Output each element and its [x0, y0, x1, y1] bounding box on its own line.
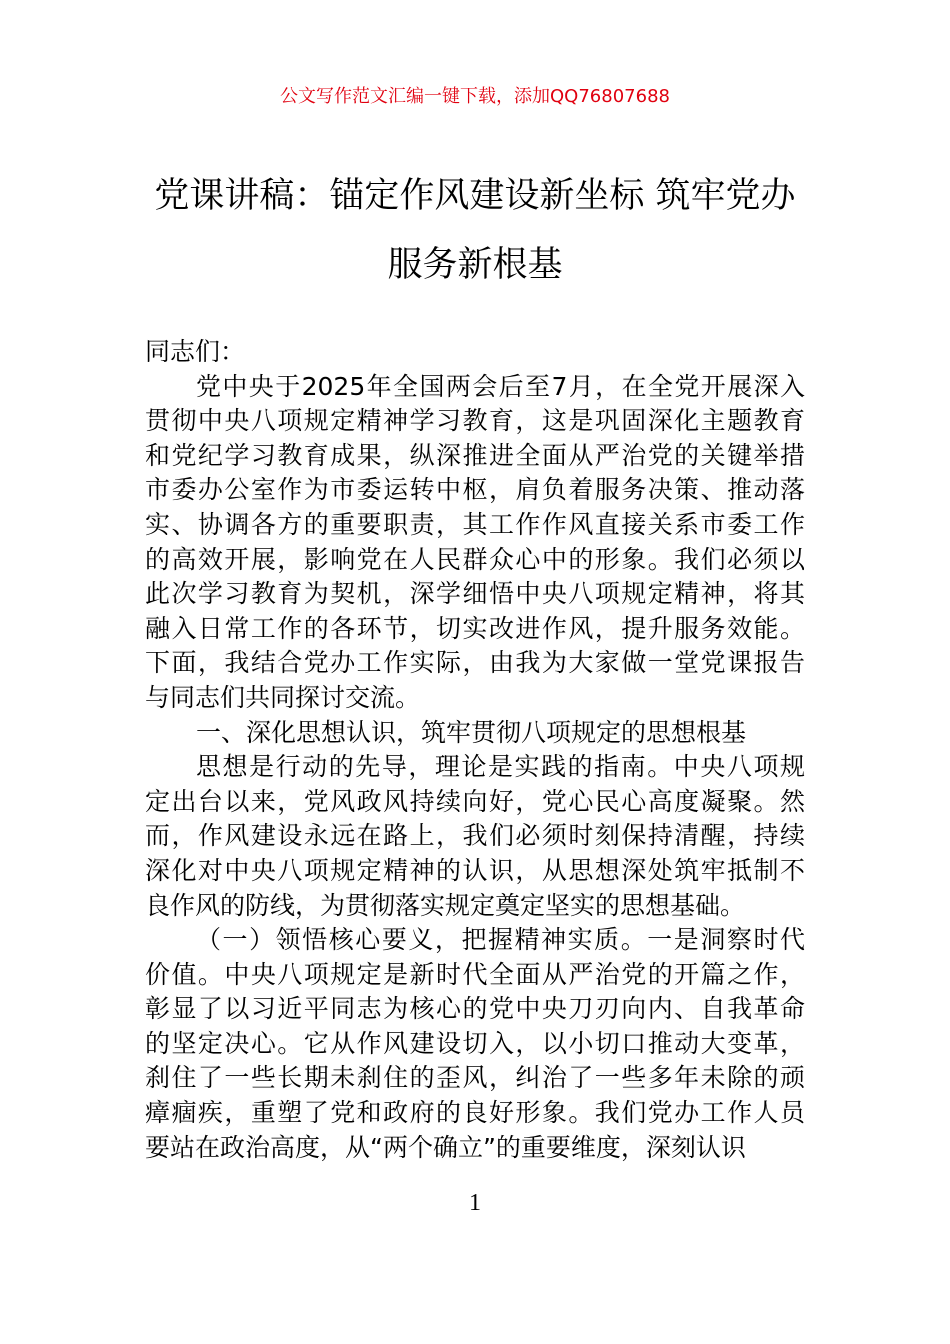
text-line: （一）领悟核心要义，把握精神实质。一是洞察时代 — [196, 925, 805, 955]
text-line: 和党纪学习教育成果，纵深推进全面从严治党的关键举措 — [145, 440, 805, 470]
paragraph — [145, 716, 805, 751]
text-line: 融入日常工作的各环节，切实改进作风，提升服务效能。 — [145, 613, 805, 643]
document-title-line-2: 服务新根基 — [387, 245, 563, 285]
text-line: 同志们： — [145, 337, 246, 366]
text-line: 定出台以来，党风政风持续向好，党心民心高度凝聚。然 — [145, 786, 805, 816]
text-line: 与同志们共同探讨交流。 — [145, 682, 421, 712]
download-promo-note: 公文写作范文汇编一键下载，添加QQ76807688 — [280, 86, 670, 107]
text-line: 彰显了以习近平同志为核心的党中央刀刃向内、自我革命 — [145, 994, 805, 1024]
text-line: 价值。中央八项规定是新时代全面从严治党的开篇之作， — [145, 959, 805, 989]
text-line: 要站在政治高度，从“两个确立”的重要维度，深刻认识 — [145, 1132, 746, 1162]
text-line: 瘴痼疾，重塑了党和政府的良好形象。我们党办工作人员 — [145, 1098, 805, 1128]
text-line: 下面，我结合党办工作实际，由我为大家做一堂党课报告 — [145, 648, 805, 678]
paragraph — [145, 370, 805, 716]
document-body — [145, 335, 805, 1165]
text-line: 市委办公室作为市委运转中枢，肩负着服务决策、推动落 — [145, 475, 805, 505]
paragraph — [145, 923, 805, 1165]
paragraph — [145, 750, 805, 923]
paragraph — [145, 335, 805, 370]
text-line: 一、深化思想认识，筑牢贯彻八项规定的思想根基 — [196, 717, 747, 747]
text-line: 刹住了一些长期未刹住的歪风，纠治了一些多年未除的顽 — [145, 1063, 805, 1093]
text-line: 的坚定决心。它从作风建设切入，以小切口推动大变革， — [145, 1028, 805, 1058]
text-line: 而，作风建设永远在路上，我们必须时刻保持清醒，持续 — [145, 821, 805, 851]
text-line: 党中央于2025年全国两会后至7月，在全党开展深入 — [196, 371, 805, 401]
text-line: 思想是行动的先导，理论是实践的指南。中央八项规 — [196, 752, 805, 782]
page-number: 1 — [469, 1190, 481, 1216]
text-line: 此次学习教育为契机，深学细悟中央八项规定精神，将其 — [145, 579, 805, 609]
text-line: 深化对中央八项规定精神的认识，从思想深处筑牢抵制不 — [145, 855, 805, 885]
text-line: 良作风的防线，为贯彻落实规定奠定坚实的思想基础。 — [145, 890, 746, 920]
document-title-line-1: 党课讲稿：锚定作风建设新坐标 筑牢党办 — [154, 176, 796, 216]
text-line: 实、协调各方的重要职责，其工作作风直接关系市委工作 — [145, 509, 805, 539]
text-line: 的高效开展，影响党在人民群众心中的形象。我们必须以 — [145, 544, 805, 574]
text-line: 贯彻中央八项规定精神学习教育，这是巩固深化主题教育 — [145, 406, 805, 436]
